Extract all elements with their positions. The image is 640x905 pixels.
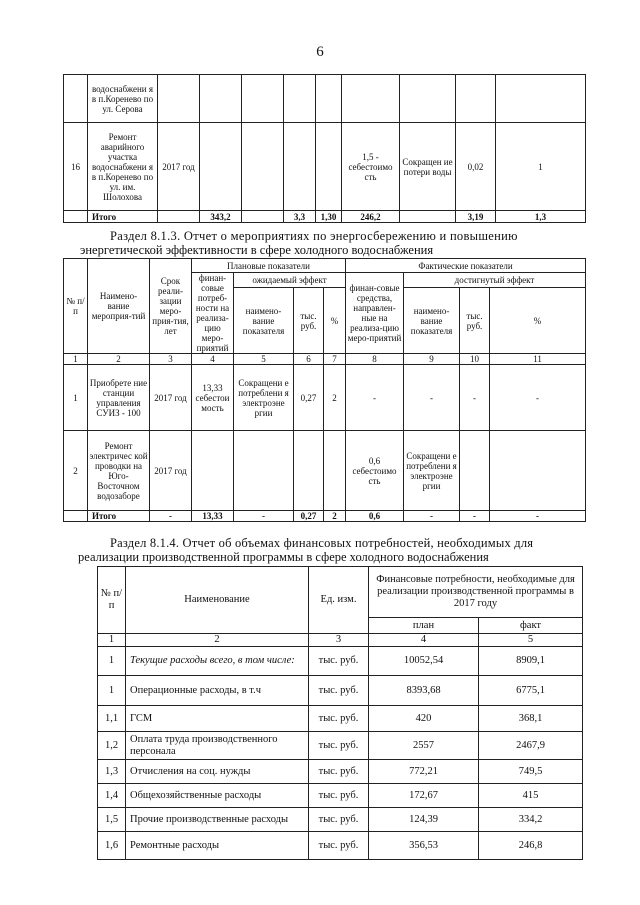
col-header-name: Наимено-вание мероприя-тий xyxy=(88,259,150,354)
section-heading: Раздел 8.1.4. Отчет об объемах финансовых потребностей, необходимых для xyxy=(110,536,534,550)
fin-fact: 1,5 - себестоимо сть xyxy=(342,123,400,211)
table-row: 1,6 Ремонтные расходы тыс. руб. 356,53 246,8 xyxy=(98,832,583,860)
col-header-actual: Фактические показатели xyxy=(346,259,586,273)
fact-thous: 0,02 xyxy=(456,123,496,211)
table-row: 1,3 Отчисления на соц. нужды тыс. руб. 772,21 749,5 xyxy=(98,760,583,784)
table-row: 1,2 Оплата труда производственного персонала тыс. руб. 2557 2467,9 xyxy=(98,732,583,760)
col-header-indicator: наимено-вание показателя xyxy=(234,288,294,354)
column-numbers-row: 1 2 3 4 5 6 7 8 9 10 11 xyxy=(64,354,586,365)
table-row xyxy=(64,75,586,123)
table-row: 1,4 Общехозяйственные расходы тыс. руб. 172,67 415 xyxy=(98,784,583,808)
financial-needs-table xyxy=(97,566,583,860)
table-row: 1,1 ГСМ тыс. руб. 420 368,1 xyxy=(98,706,583,732)
col-header-planned: Плановые показатели xyxy=(192,259,346,273)
column-numbers-row: 1 2 3 4 5 xyxy=(98,634,583,647)
section-heading-cont: реализации производственной программы в сфере холодного водоснабжения xyxy=(78,550,489,564)
total-fin: 343,2 xyxy=(200,211,242,223)
col-header-pct2: % xyxy=(490,288,586,354)
col-header-indicator2: наимено-вание показателя xyxy=(404,288,460,354)
total-fin-fact: 246,2 xyxy=(342,211,400,223)
total-fact-thous: 3,19 xyxy=(456,211,496,223)
total-fact-pct: 1,3 xyxy=(496,211,586,223)
col-header-num: № п/п xyxy=(98,567,126,634)
page-number: 6 xyxy=(316,44,324,60)
col-header-thous2: тыс. руб. xyxy=(460,288,490,354)
fact-indicator: Сокращен ие потери воды xyxy=(400,123,456,211)
row-number: 16 xyxy=(64,123,88,211)
total-row xyxy=(64,211,586,223)
total-row: Итого - 13,33 - 0,27 2 0,6 - - - xyxy=(64,511,586,522)
col-header-plan: план xyxy=(369,618,479,634)
total-label: Итого xyxy=(88,211,158,223)
col-header-thous: тыс. руб. xyxy=(294,288,324,354)
col-header-term: Срок реали-зации меро-прия-тия, лет xyxy=(150,259,192,354)
table-row xyxy=(64,123,586,211)
col-header-achieved: достигнутый эффект xyxy=(404,273,586,288)
table-row: 1 Приобрете ние станции управления СУИЗ - 100 2017 год 13,33 себестои мость Сокращени е потреблени я электроэне ргии 0,27 2 - - - - xyxy=(64,365,586,431)
table-row: 1 Операционные расходы, в т.ч тыс. руб. 8393,68 6775,1 xyxy=(98,676,583,706)
col-header-fin-fact: финан-совые средства, направлен-ные на реализа-цию меро-приятий xyxy=(346,273,404,354)
col-header-num: № п/п xyxy=(64,259,88,354)
col-header-unit: Ед. изм. xyxy=(309,567,369,634)
table-continuation xyxy=(63,74,586,223)
energy-saving-table xyxy=(63,258,586,522)
measure-name: водоснабжени я в п.Коренево по ул. Серова xyxy=(88,75,158,123)
table-row: 1 Текущие расходы всего, в том числе: тыс. руб. 10052,54 8909,1 xyxy=(98,647,583,676)
col-header-fin-plan: финан-совые потреб-ности на реализа-цию меро-приятий xyxy=(192,273,234,354)
col-header-fact: факт xyxy=(479,618,583,634)
term: 2017 год xyxy=(158,123,200,211)
total-thous: 3,3 xyxy=(284,211,316,223)
table-row: 1,5 Прочие производственные расходы тыс. руб. 124,39 334,2 xyxy=(98,808,583,832)
col-header-expected: ожидаемый эффект xyxy=(234,273,346,288)
col-header-needs: Финансовые потребности, необходимые для реализации производственной программы в 2017 году xyxy=(369,567,583,618)
total-pct: 1,30 xyxy=(316,211,342,223)
table-row: 2 Ремонт электричес кой проводки на Юго-Восточном водозаборе 2017 год 0,6 себестоимо сть Сокращени е потреблени я электроэне ргии xyxy=(64,431,586,511)
section-heading-cont: энергетической эффективности в сфере холодного водоснабжения xyxy=(80,243,434,257)
col-header-pct: % xyxy=(324,288,346,354)
measure-name: Ремонт аварийного участка водоснабжени я в п.Коренево по ул. им. Шолохова xyxy=(88,123,158,211)
col-header-name: Наименование xyxy=(126,567,309,634)
fact-pct: 1 xyxy=(496,123,586,211)
section-heading: Раздел 8.1.3. Отчет о мероприятиях по энергосбережению и повышению xyxy=(110,229,518,243)
